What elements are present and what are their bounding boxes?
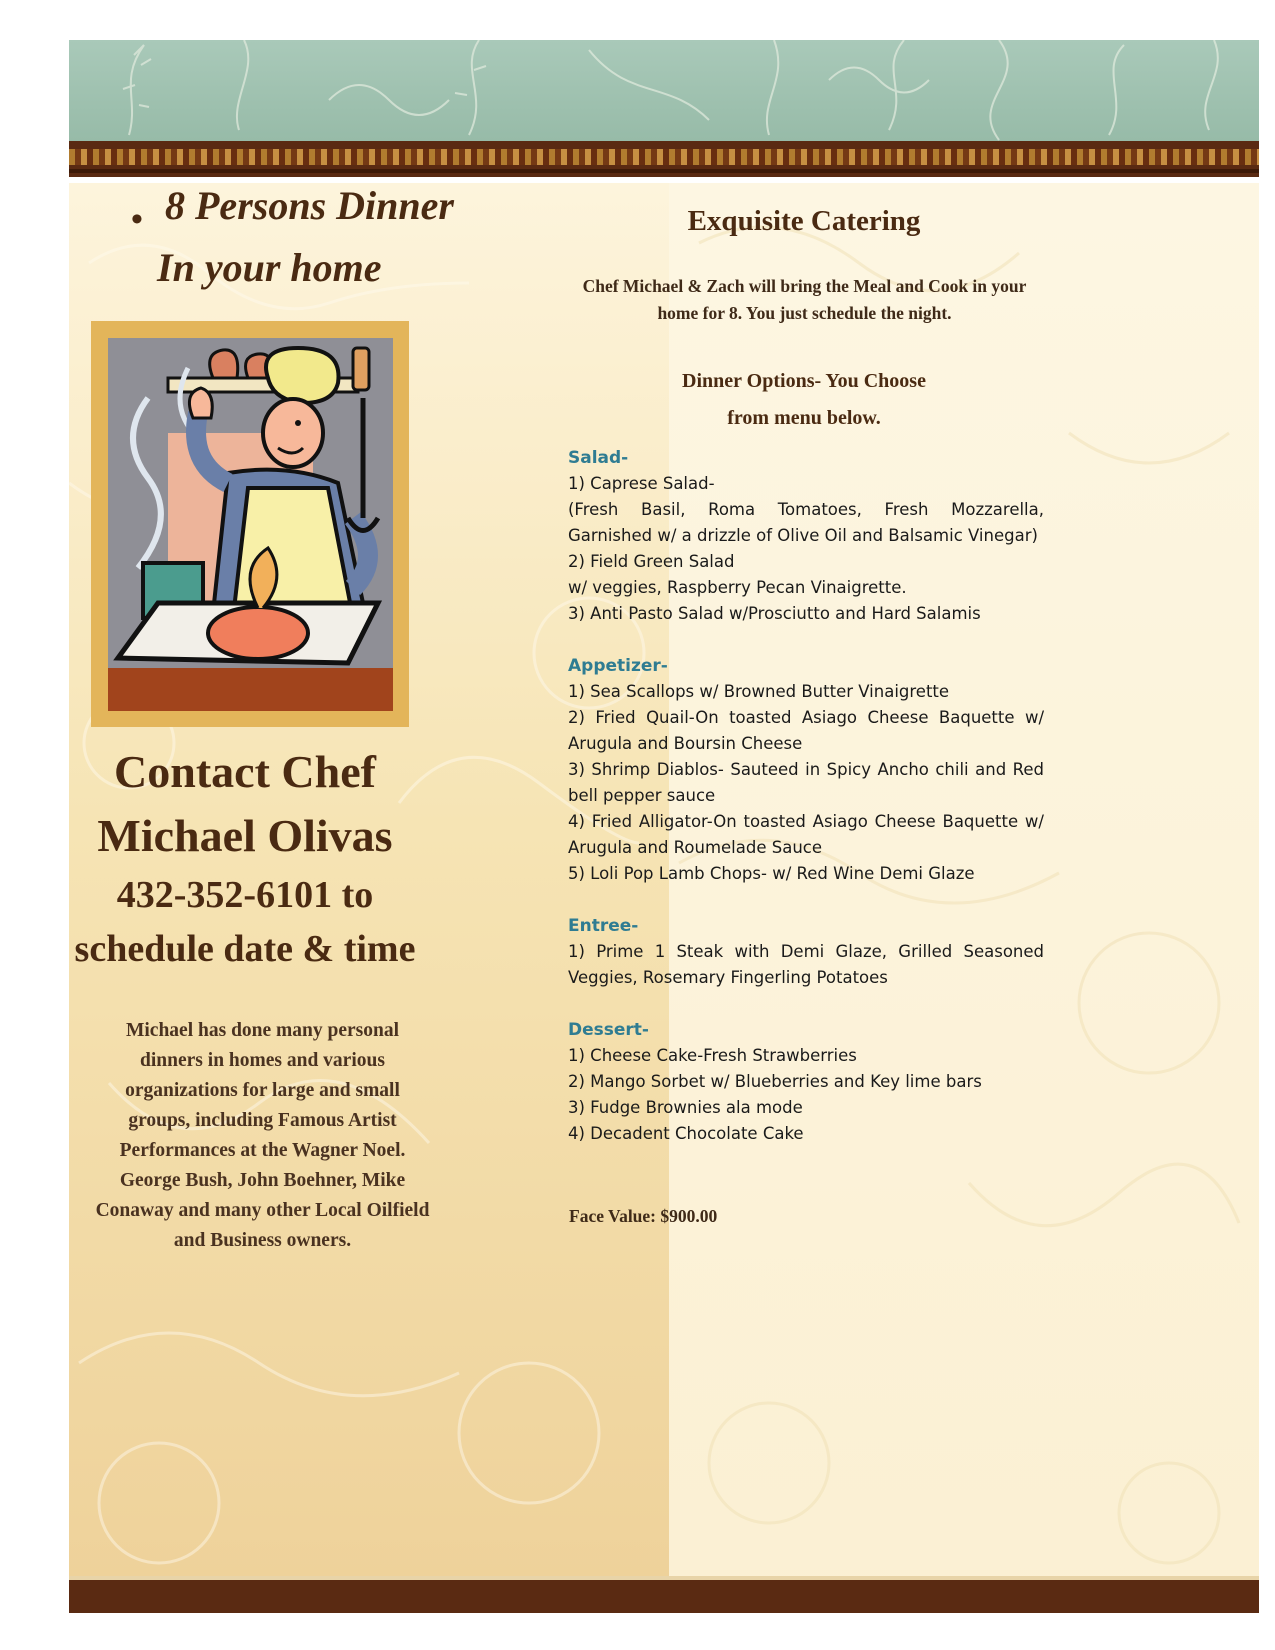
dinner-options [604, 363, 1004, 437]
section-heading-appetizer: Appetizer- [568, 656, 668, 676]
menu-item: 3) Fudge Brownies ala mode [568, 1098, 803, 1117]
menu-item: 1) Cheese Cake-Fresh Strawberries [568, 1046, 857, 1065]
section-heading-entree: Entree- [568, 916, 639, 936]
leaf-pattern-decoration [69, 40, 1259, 141]
menu-item: 4) Decadent Chocolate Cake [568, 1124, 804, 1143]
chef-name: Michael Olivas [97, 810, 393, 861]
page-title: Exquisite Catering [687, 205, 921, 237]
section-heading-salad: Salad- [568, 448, 629, 468]
menu-item: 2) Field Green Salad [568, 552, 735, 571]
menu-item: (Fresh Basil, Roma Tomatoes, Fresh Mozzarella, Garnished w/ a drizzle of Olive Oil and Balsamic Vinegar) [568, 500, 1044, 545]
scroll-pattern [69, 149, 1259, 165]
chef-bio: Michael has done many personal dinners in homes and various organizations for large and small groups, including Famous Artist Performances at the Wagner Noel. George Bush, John Boehner, Mike Conaway and many other Local Oilfield and Business owners. [95, 1020, 430, 1251]
menu-item: 1) Sea Scallops w/ Browned Butter Vinaigrette [568, 682, 950, 701]
menu-item: 2) Mango Sorbet w/ Blueberries and Key lime bars [568, 1072, 982, 1091]
headline-line-1: 8 Persons Dinner [165, 183, 454, 228]
spacer [568, 627, 1044, 653]
face-value: Face Value: $900.00 [569, 1206, 718, 1226]
menu-list [568, 445, 1044, 1147]
menu-item: w/ veggies, Raspberry Pecan Vinaigrette. [568, 578, 907, 597]
chef-icon [108, 338, 393, 711]
contact-block [30, 740, 460, 976]
options-line-1: Dinner Options- You Choose [682, 370, 926, 392]
phone-number: 432-352-6101 to [116, 874, 374, 916]
menu-item: 1) Caprese Salad- [568, 474, 715, 493]
intro-text: Chef Michael & Zach will bring the Meal and Cook in your home for 8. You just schedule the night. [582, 276, 1027, 323]
chef-illustration-frame [91, 321, 409, 727]
schedule-line: schedule date & time [74, 928, 416, 970]
menu-item: 2) Fried Quail-On toasted Asiago Cheese Baquette w/ Arugula and Boursin Cheese [568, 708, 1044, 753]
spacer [568, 887, 1044, 913]
chef-cooking-illustration [108, 338, 393, 711]
menu-item: 4) Fried Alligator-On toasted Asiago Cheese Baquette w/ Arugula and Roumelade Sauce [568, 812, 1044, 857]
bullet-icon: • [131, 201, 143, 238]
border-line [69, 169, 1259, 173]
contact-line-1: Contact Chef [114, 746, 376, 797]
ornamental-border [69, 141, 1259, 177]
menu-item: 1) Prime 1 Steak with Demi Glaze, Grilled Seasoned Veggies, Rosemary Fingerling Potatoes [568, 942, 1044, 987]
options-line-2: from menu below. [727, 407, 881, 429]
menu-item: 3) Anti Pasto Salad w/Prosciutto and Hard Salamis [568, 604, 981, 623]
menu-item: 5) Loli Pop Lamb Chops- w/ Red Wine Demi Glaze [568, 864, 975, 883]
decorative-top-band [69, 40, 1259, 141]
spacer [568, 991, 1044, 1017]
bottom-border [69, 1576, 1259, 1613]
headline [131, 175, 575, 299]
menu-item: 3) Shrimp Diablos- Sauteed in Spicy Ancho chili and Red bell pepper sauce [568, 760, 1044, 805]
headline-line-2: In your home [157, 245, 382, 290]
section-heading-dessert: Dessert- [568, 1020, 649, 1040]
